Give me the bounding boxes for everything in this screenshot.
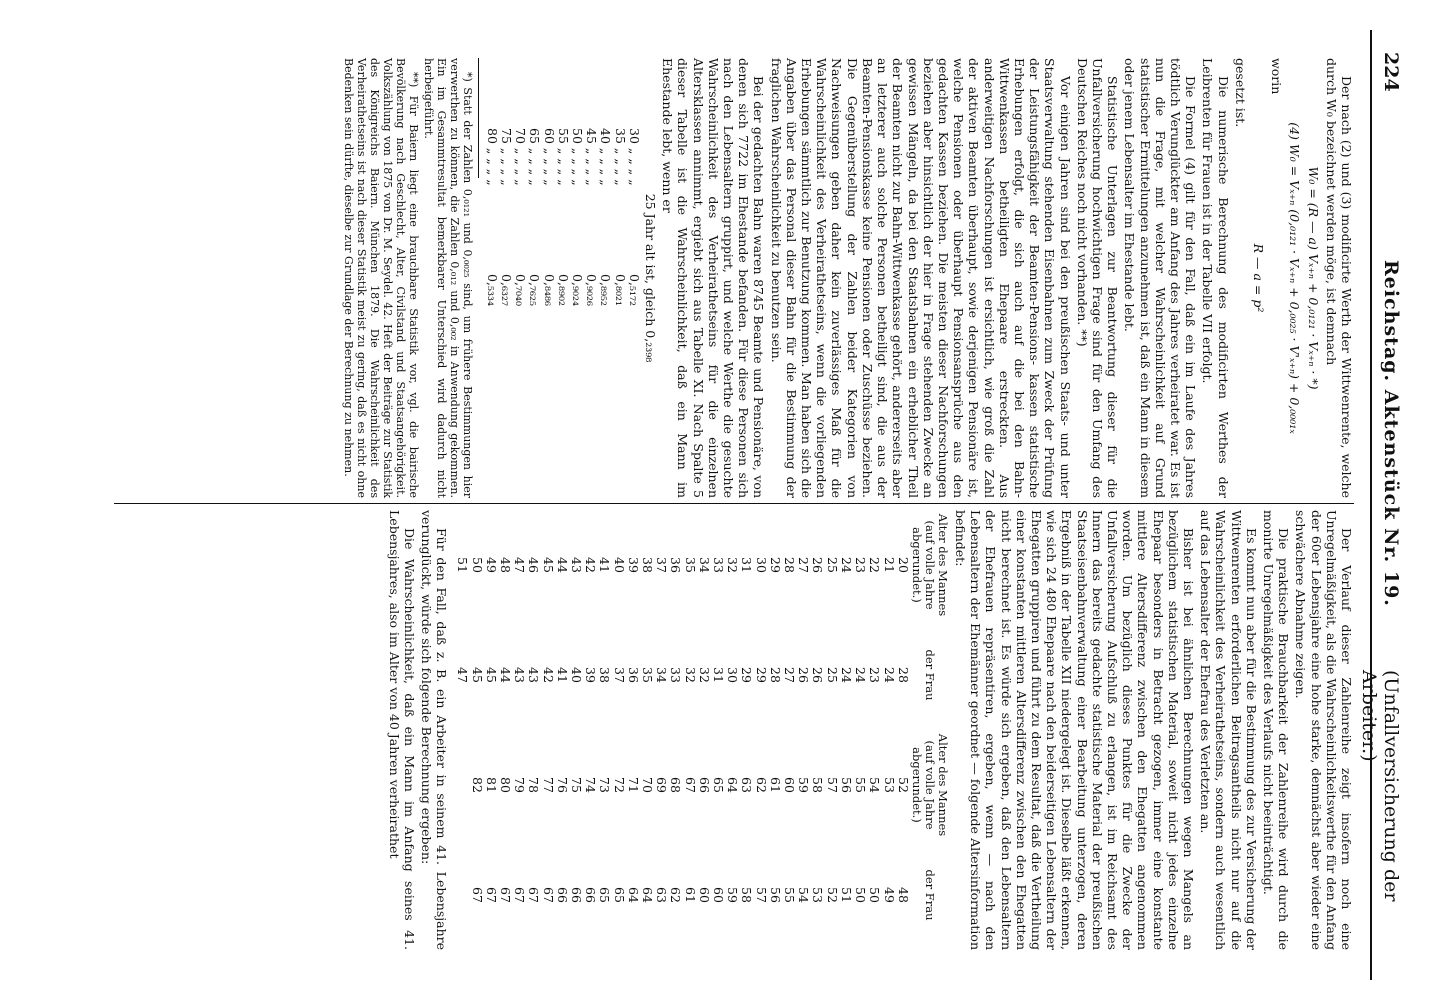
table-row [570, 58, 584, 310]
table-row [484, 510, 498, 950]
table-cell: 67 [469, 887, 485, 903]
table-row [469, 510, 483, 950]
table-cell: 29 [767, 557, 783, 573]
table-cell: 48 [498, 557, 514, 573]
paragraph: Vor einigen Jahren sind bei den preußischen Staats- und unter Staatsverwaltung stehenden Eisenbahnen zum Zweck der Prüfung der Leistungsfähigkeit der Beamten-Pensions- kassen statistische Erhebungen erfolgt, die sich auch auf die bei den Bahn-Wittwenkassen betheiligten Ehepaare erstreckten. Aus anderweitigen Nachforschungen ist ersichtlich, wie groß die Zahl der aktiven Beamten überhaupt, sowie derjenigen Pensionäre ist, welche Pensionen oder überhaupt Pensionsansprüche aus den gedachten Kassen beziehen. Die meisten dieser Nachforschungen beziehen aber hinsichtlich der hier in Frage stehenden Zwecke an gewissen Mängeln, da bei den Staatsbahnen ein erheblicher Theil der Beamten nicht zur Bahn-Wittwenkasse gehört, andererseits aber an letzterer auch solche Personen betheiligt sind, die aus der Beamten-Pensionskasse keine Pensionen oder Zuschüsse beziehen. Die Gegenüberstellung der Zahlen beider Kategorien von Nachweisungen geben daher kein zuverlässiges Maß für die Wahrscheinlichkeit des Verheirathetseins, wenn die vorliegenden Erhebungen sämmtlich zur Benutzung kommen. Man haben sich die Angaben über das Personal dieser Bahn für die Bestimmung der fraglichen Wahrscheinlichkeit zu benutzen sein. [768, 58, 1073, 498]
table-row [513, 58, 527, 310]
table-row [867, 510, 881, 950]
table-row [753, 510, 767, 950]
column-header: Alter des Mannes (auf volle Jahre abgerundet.) [909, 733, 950, 837]
table-cell: 24 [838, 667, 854, 683]
age-label: 45 „ „ „ „ [584, 128, 600, 186]
table-cell: 26 [796, 667, 812, 683]
table-cell: 69 [654, 777, 670, 793]
table-row [853, 510, 867, 950]
table-row [540, 510, 554, 950]
table-cell: 50 [469, 557, 485, 573]
table-cell: 64 [625, 887, 641, 903]
table-cell: 22 [867, 557, 883, 573]
table-cell: 57 [753, 887, 769, 903]
table-cell: 66 [583, 887, 599, 903]
age-value: 0,₈₄₈₆ [541, 274, 557, 306]
table-cell: 81 [483, 777, 499, 793]
table-cell: 61 [682, 887, 698, 903]
table-cell: 33 [711, 557, 727, 573]
table-row [584, 58, 598, 310]
table-cell: 38 [640, 557, 656, 573]
table-cell: 42 [540, 667, 556, 683]
table-cell: 43 [526, 667, 542, 683]
table-cell: 45 [469, 667, 485, 683]
table-cell: 44 [498, 667, 514, 683]
table-row [711, 510, 725, 950]
table-cell: 55 [782, 887, 798, 903]
table-cell: 40 [569, 667, 585, 683]
table-cell: 23 [853, 557, 869, 573]
table-cell: 55 [853, 777, 869, 793]
age-intro: 25 Jahr alt ist, gleich 0,₂₃₉₈ [643, 193, 659, 363]
table-cell: 32 [725, 557, 741, 573]
paragraph: Statistische Unterlagen zur Beantwortung dieser für die Unfallversicherung hochwichtigen Frage sind für den Umfang des Deutschen Reiches noch nicht vorhanden. **) [1074, 58, 1121, 498]
table-row [668, 510, 682, 950]
table-row [810, 510, 824, 950]
table-cell: 29 [739, 667, 755, 683]
age-value: 0,₉₀₂₄ [570, 274, 586, 306]
table-cell: 43 [569, 557, 585, 573]
table-cell: 67 [512, 887, 528, 903]
table-cell: 34 [696, 557, 712, 573]
left-column [340, 58, 1354, 498]
table-cell: 77 [540, 777, 556, 793]
table-cell: 31 [739, 557, 755, 573]
formula: R — a = p² [1250, 243, 1266, 313]
age-comparison-table [455, 510, 949, 950]
table-cell: 67 [498, 887, 514, 903]
table-cell: 60 [696, 887, 712, 903]
age-value: 0,₈₉₀₂ [555, 274, 571, 306]
table-row [498, 510, 512, 950]
paragraph: Bei der gedachten Bahn waren 8745 Beamte und Pensionäre, von denen sich 7722 im Ehestande befanden. Für diese Personen sich nach den Lebensaltern gruppirt, und welche Werthe die gesuchte Wahrscheinlichkeit des Verheirathetseins für die einzelnen Altersklassen annimmt, ergiebt sich aus Tabelle XI. Nach Spalte 5 dieser Tabelle ist die Wahrscheinlichkeit, daß ein Mann im Ehestande lebt, wenn er [660, 58, 767, 498]
table-cell: 65 [611, 887, 627, 903]
table-cell: 80 [498, 777, 514, 793]
table-cell: 33 [668, 667, 684, 683]
page-number: 224 [1380, 52, 1402, 92]
table-cell: 76 [554, 777, 570, 793]
table-cell: 42 [583, 557, 599, 573]
table-row [627, 58, 641, 310]
table-row [598, 58, 612, 310]
table-row [839, 510, 853, 950]
table-row [485, 58, 499, 310]
table-cell: 67 [540, 887, 556, 903]
table-cell: 66 [554, 887, 570, 903]
footer-strip [1409, 0, 1432, 1000]
table-row [512, 510, 526, 950]
table-cell: 74 [583, 777, 599, 793]
age-value: 0,₅₁₇₂ [626, 274, 642, 306]
table-row [526, 510, 540, 950]
age-value: 0,₅₃₃₄ [484, 274, 500, 306]
age-value: 0,₇₆₂₅ [527, 274, 543, 306]
table-cell: 52 [824, 887, 840, 903]
table-cell: 67 [682, 777, 698, 793]
age-label: 35 „ „ „ „ [612, 128, 628, 186]
table-cell: 23 [867, 667, 883, 683]
page-header [1358, 30, 1412, 980]
table-cell: 25 [824, 557, 840, 573]
table-cell: 59 [725, 887, 741, 903]
table-cell: 73 [597, 777, 613, 793]
table-row [569, 510, 583, 950]
footnote-rule [478, 58, 479, 178]
table-cell: 62 [668, 887, 684, 903]
paragraph: Bisher ist bei ähnlichen Berechnungen wegen Mangels an bezüglichem statistischen Material, soweit nicht jedes einzelne Ehepaar besonders in Betracht gezogen, immer eine konstante mittlere Altersdifferenz zwischen den Ehegatten angenommen worden. Um bezüglich dieses Punktes für die Zwecke der Unfallversicherung Aufschluß zu erlangen, ist im Reichsamt des Innern das bereits gedachte statistische Material der preußischen Staatseisenbahnverwaltung einer Bearbeitung unterzogen, deren Ergebniß in der Tabelle XII niedergelegt ist. Dieselbe läßt erkennen, wie sich 24 480 Ehepaare nach den beiderseitigen Lebensaltern der Ehegatten gruppiren und führt zu dem Resultat, daß die Vertheilung einer konstanten mittleren Altersdifferenz zwischen den Ehegatten nicht berechnet ist. Es würde sich ergeben, daß den Lebensaltern der Ehefrauen repräsentiren, ergeben, wenn — nach den Lebensaltern der Ehemänner geordnet — folgende Altersinformation befindet: [952, 510, 1196, 950]
table-cell: 41 [554, 667, 570, 683]
table-cell: 45 [483, 667, 499, 683]
table-cell: 64 [640, 887, 656, 903]
table-cell: 32 [696, 667, 712, 683]
column-header: der Frau [922, 869, 937, 921]
paragraph: gesetzt ist. [1232, 58, 1248, 128]
table-row [881, 510, 895, 950]
table-cell: 40 [611, 557, 627, 573]
table-cell: 39 [625, 557, 641, 573]
footnote: **) Für Baiern liegt eine brauchbare Statistik vor, vgl. die bairische Bevölkerung nach Geschlecht, Alter, Civilstand und Staatsangehörigkeit. Volkszählung von 1875 von Dr. M. Seydel. 42. Heft der Beiträge zur Statistik des Königreichs Baiern. München 1879. Die Wahrscheinlichkeit des Verheirathetseins ist nach dieser Statistik meist zu gering, daß es nicht ohne Bedenken sein dürfte, dieselbe zur Grundlage der Berechnung zu nehmen. [341, 58, 420, 498]
table-cell: 49 [881, 887, 897, 903]
table-cell: 26 [810, 667, 826, 683]
table-row [725, 510, 739, 950]
formula: (4) W₀ = Vₓ₊ₙ (0,₀₁₂₁ · Vₓ₊ₙ + 0,₀₀₂₅ · V'ₓ₊ₙ) + 0,₀₀₀₁ₓ [1287, 122, 1303, 434]
table-cell: 67 [483, 887, 499, 903]
table-row [555, 510, 569, 950]
table-body [455, 510, 910, 950]
table-cell: 53 [881, 777, 897, 793]
table-cell: 57 [824, 777, 840, 793]
table-cell: 60 [782, 777, 798, 793]
table-row [782, 510, 796, 950]
table-cell: 68 [668, 777, 684, 793]
table-row [612, 58, 626, 310]
table-cell: 30 [753, 557, 769, 573]
table-cell: 54 [867, 777, 883, 793]
table-row [597, 510, 611, 950]
table-cell: 63 [654, 887, 670, 903]
page-subtitle: (Unfallversicherung der Arbeiter.) [1358, 670, 1402, 902]
table-cell: 70 [640, 777, 656, 793]
table-cell: 82 [469, 777, 485, 793]
table-cell: 75 [569, 777, 585, 793]
table-cell: 24 [881, 667, 897, 683]
age-probability-table [485, 58, 641, 310]
table-cell: 63 [739, 777, 755, 793]
age-label: 40 „ „ „ „ [598, 128, 614, 186]
table-cell: 66 [696, 777, 712, 793]
table-row [739, 510, 753, 950]
right-column [384, 510, 1354, 950]
table-cell: 49 [483, 557, 499, 573]
table-cell: 62 [753, 777, 769, 793]
table-cell: 47 [455, 667, 471, 683]
table-cell: 60 [711, 887, 727, 903]
paragraph: Der nach (2) und (3) modificirte Werth der Wittwenrente, welche durch W₀ bezeichnet werden möge, ist demnach [1323, 58, 1354, 498]
table-cell: 28 [767, 667, 783, 683]
table-cell: 46 [526, 557, 542, 573]
table-row [541, 58, 555, 310]
table-cell: 45 [540, 557, 556, 573]
age-label: 30 „ „ „ „ [626, 128, 642, 186]
table-cell: 64 [725, 777, 741, 793]
table-cell: 30 [725, 667, 741, 683]
table-cell: 24 [838, 557, 854, 573]
table-cell: 32 [682, 667, 698, 683]
table-cell: 26 [810, 557, 826, 573]
paragraph: worin [1269, 58, 1285, 95]
table-cell: 27 [796, 557, 812, 573]
table-cell: 51 [838, 887, 854, 903]
table-cell: 72 [611, 777, 627, 793]
paragraph: Es kommt nun aber für die Bestimmung des zur Versicherung der Wittwenrenten erforderlichen Beitragsantheils nicht nur auf die Wahrscheinlichkeit des Verheirathetseins, sondern auch wesentlich auf das Lebensalter der Ehefrau des Verletzten an. [1198, 510, 1259, 950]
table-row [682, 510, 696, 950]
page-title: Reichstag. Aktenstück Nr. 19. [1380, 260, 1402, 607]
age-value: 0,₆₃₂₇ [499, 274, 515, 306]
table-cell: 37 [611, 667, 627, 683]
age-value: 0,₉₀₂₆ [584, 274, 600, 306]
table-cell: 43 [512, 667, 528, 683]
table-row [768, 510, 782, 950]
table-row [556, 58, 570, 310]
table-row [499, 58, 513, 310]
table-cell: 59 [796, 777, 812, 793]
table-row [896, 510, 910, 950]
table-row [796, 510, 810, 950]
table-cell: 36 [668, 557, 684, 573]
table-cell: 54 [796, 887, 812, 903]
table-row [640, 510, 654, 950]
table-cell: 41 [597, 557, 613, 573]
table-cell: 65 [597, 887, 613, 903]
column-header: Alter des Mannes (auf volle Jahre abgerundet.) [909, 513, 950, 617]
table-cell: 35 [682, 557, 698, 573]
table-cell: 61 [767, 777, 783, 793]
table-row [654, 510, 668, 950]
age-label: 75 „ „ „ „ [499, 128, 515, 186]
table-row [626, 510, 640, 950]
table-cell: 28 [895, 667, 911, 683]
table-cell: 52 [895, 777, 911, 793]
paragraph: Die numerische Berechnung des modificirten Werthes der Leibrenten für Frauen ist in der Tabelle VII erfolgt. [1200, 58, 1231, 498]
age-label: 80 „ „ „ „ [484, 128, 500, 186]
age-value: 0,₈₉₅₂ [598, 274, 614, 306]
footnote: *) Statt der Zahlen 0,₀₁₂₁ und 0,₀₀₂₅ sind, um frühere Bestimmungen hier verwerthen zu können, die Zahlen 0,₀₁₂ und 0,₀₀₂ in Anwendung gekommen. Ein im Gesammtresultat bemerkbarer Unterschied wird dadurch nicht herbeigeführt. [421, 58, 474, 498]
age-value: 0,₈₀₂₁ [612, 274, 628, 306]
table-cell: 29 [753, 667, 769, 683]
table-cell: 28 [782, 557, 798, 573]
table-cell: 25 [824, 667, 840, 683]
table-cell: 48 [895, 887, 911, 903]
table-cell: 34 [654, 667, 670, 683]
table-header-row [910, 510, 949, 950]
paragraph: Die Formel (4) gilt für den Fall, daß ein im Laufe des Jahres tödtlich Verunglückter am Anfang des Jahres verheiratet war. Es ist nun die Frage, mit welcher Wahrscheinlichkeit auf Grund statistischer Ermittelungen anzunehmen ist, daß ein Mann in diesem oder jenem Lebensalter im Ehestande lebt. [1122, 58, 1199, 498]
table-cell: 67 [526, 887, 542, 903]
paragraph: Der Verlauf dieser Zahlenreihe zeigt insofern noch eine Unregelmäßigkeit, als die Wahrscheinlichkeitswerthe für den Anfang der 60er Lebensjahre eine hohe starke, demnächst aber wieder eine schwächere Abnahme zeigen. [1293, 510, 1354, 950]
table-cell: 56 [838, 777, 854, 793]
column-divider [114, 503, 1354, 504]
table-row [583, 510, 597, 950]
table-cell: 31 [711, 667, 727, 683]
table-cell: 79 [512, 777, 528, 793]
table-row [455, 510, 469, 950]
table-cell: 35 [640, 667, 656, 683]
table-cell: 21 [881, 557, 897, 573]
table-cell: 50 [853, 887, 869, 903]
column-header: der Frau [922, 649, 937, 701]
table-cell: 24 [853, 667, 869, 683]
table-row [527, 58, 541, 310]
age-label: 60 „ „ „ „ [541, 128, 557, 186]
table-cell [455, 730, 469, 840]
table-cell: 20 [895, 557, 911, 573]
table-cell: 27 [782, 667, 798, 683]
table-row [611, 510, 625, 950]
table-cell: 58 [739, 887, 755, 903]
table-cell: 39 [583, 667, 599, 683]
table-row [825, 510, 839, 950]
table-cell: 66 [569, 887, 585, 903]
table-cell: 65 [711, 777, 727, 793]
table-cell: 58 [810, 777, 826, 793]
table-cell: 71 [625, 777, 641, 793]
table-cell: 36 [625, 667, 641, 683]
table-cell: 78 [526, 777, 542, 793]
table-cell: 47 [512, 557, 528, 573]
formula: W₀ = (R — a) Vₓ₊ₙ + 0,₀₁₂₁ · Vₓ₊ₙ · *) [1305, 166, 1321, 390]
table-cell: 53 [810, 887, 826, 903]
age-label: 65 „ „ „ „ [527, 128, 543, 186]
table-cell: 38 [597, 667, 613, 683]
age-label: 55 „ „ „ „ [555, 128, 571, 186]
paragraph: Für den Fall, daß z. B. ein Arbeiter in seinem 41. Lebensjahre verunglückt, würde sich folgende Berechnung ergeben: [419, 510, 450, 950]
table-cell: 56 [767, 887, 783, 903]
table-row [697, 510, 711, 950]
table-cell: 51 [455, 557, 471, 573]
table-cell: 37 [654, 557, 670, 573]
age-label: 70 „ „ „ „ [513, 128, 529, 186]
table-cell [455, 840, 469, 950]
table-cell: 44 [554, 557, 570, 573]
paragraph: Die Wahrscheinlichkeit, daß ein Mann im Anfang seines 41. Lebensjahres, also im Alter von 40 Jahren verheirathet [386, 510, 417, 950]
paragraph: Die praktische Brauchbarkeit der Zahlenreihe wird durch die monirte Unregelmäßigkeit des Verlaufs nicht beeinträchtigt. [1260, 510, 1292, 950]
table-cell: 50 [867, 887, 883, 903]
age-value: 0,₇₀₄₀ [513, 274, 529, 306]
age-label: 50 „ „ „ „ [570, 128, 586, 186]
